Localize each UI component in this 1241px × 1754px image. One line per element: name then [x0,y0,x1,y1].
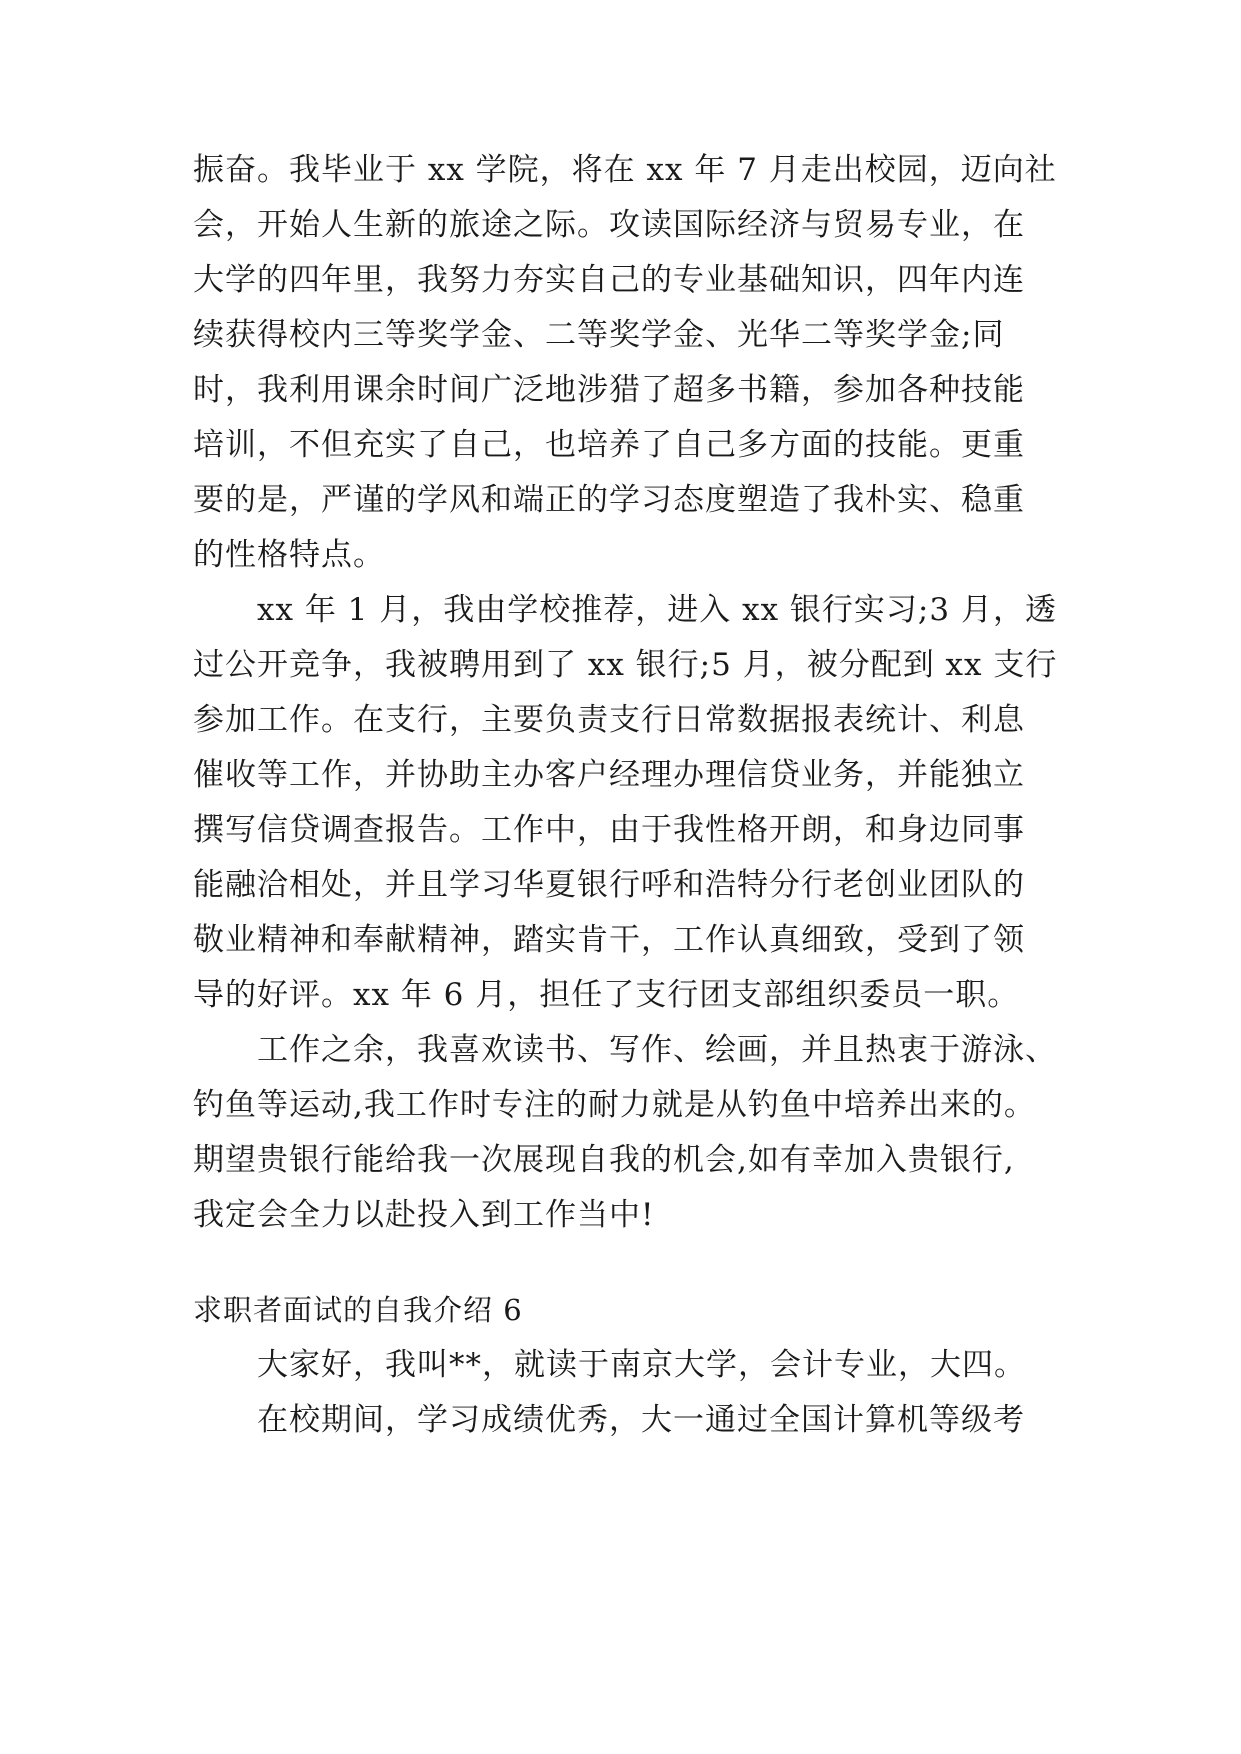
text-line: 能融洽相处，并且学习华夏银行呼和浩特分行老创业团队的 [193,867,1025,903]
text-line: 时，我利用课余时间广泛地涉猎了超多书籍，参加各种技能 [193,372,1025,408]
section-heading: 求职者面试的自我介绍 6 [193,1293,523,1327]
text-line: 参加工作。在支行，主要负责支行日常数据报表统计、利息 [193,702,1025,738]
text-line: 大家好，我叫**，就读于南京大学，会计专业，大四。 [257,1347,1026,1383]
text-line: 大学的四年里，我努力夯实自己的专业基础知识，四年内连 [193,262,1025,298]
text-line: 敬业精神和奉献精神，踏实肯干，工作认真细致，受到了领 [193,922,1025,958]
text-line: 催收等工作，并协助主办客户经理办理信贷业务，并能独立 [193,757,1025,793]
text-line: 的性格特点。 [193,537,385,573]
text-line: 导的好评。xx 年 6 月，担任了支行团支部组织委员一职。 [193,977,1020,1013]
text-line: 期望贵银行能给我一次展现自我的机会,如有幸加入贵银行, [193,1142,1015,1178]
text-line: xx 年 1 月，我由学校推荐，进入 xx 银行实习;3 月，透 [257,592,1057,628]
text-line: 钓鱼等运动,我工作时专注的耐力就是从钓鱼中培养出来的。 [193,1087,1036,1123]
text-line: 续获得校内三等奖学金、二等奖学金、光华二等奖学金;同 [193,317,1005,353]
text-line: 撰写信贷调查报告。工作中，由于我性格开朗，和身边同事 [193,812,1025,848]
text-line: 要的是，严谨的学风和端正的学习态度塑造了我朴实、稳重 [193,482,1025,518]
text-line: 工作之余，我喜欢读书、写作、绘画，并且热衷于游泳、 [257,1032,1057,1068]
text-line: 培训，不但充实了自己，也培养了自己多方面的技能。更重 [193,427,1025,463]
text-line: 过公开竞争，我被聘用到了 xx 银行;5 月，被分配到 xx 支行 [193,647,1058,683]
text-line: 振奋。我毕业于 xx 学院，将在 xx 年 7 月走出校园，迈向社 [193,152,1057,188]
text-line: 我定会全力以赴投入到工作当中! [193,1197,655,1233]
text-line: 在校期间，学习成绩优秀，大一通过全国计算机等级考 [257,1402,1025,1438]
text-line: 会，开始人生新的旅途之际。攻读国际经济与贸易专业，在 [193,207,1025,243]
